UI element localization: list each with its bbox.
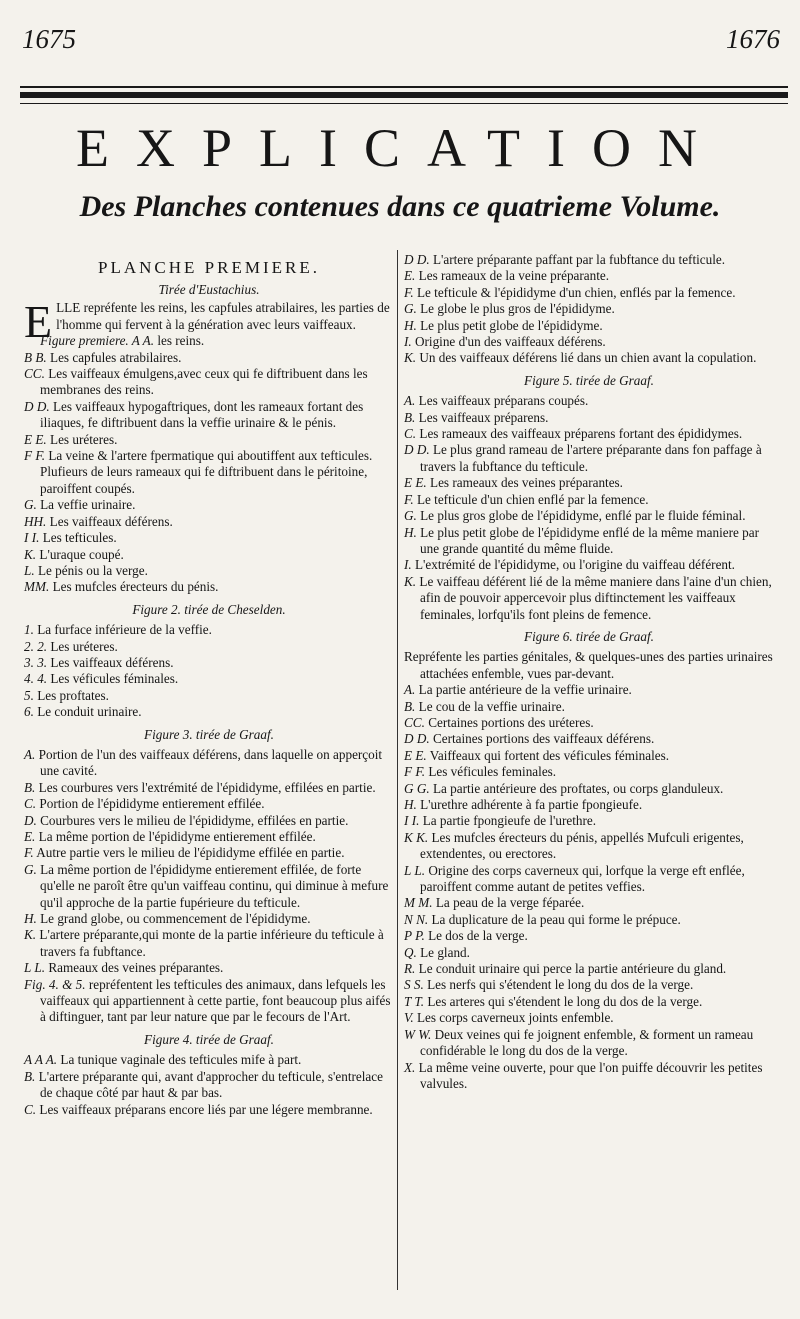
legend-label: 4. 4.	[24, 671, 48, 687]
legend-text: Les vaiffeaux déférens.	[50, 654, 174, 670]
legend-item	[24, 829, 394, 845]
legend-item	[404, 977, 774, 993]
figure-caption-2: Figure 2. tirée de Cheselden.	[132, 601, 286, 617]
legend-item	[24, 350, 394, 366]
page-subtitle: Des Planches contenues dans ce quatrieme Volume.	[79, 190, 721, 223]
legend-item	[404, 318, 774, 334]
legend-item	[24, 813, 394, 829]
legend-label: G.	[24, 861, 37, 877]
legend-label: W W.	[404, 1026, 432, 1042]
legend-label: G.	[24, 497, 37, 513]
legend-list-fig2	[24, 622, 394, 720]
legend-item	[404, 492, 774, 508]
legend-label: D.	[24, 812, 37, 828]
legend-text: La furface inférieure de la veffie.	[37, 622, 212, 638]
legend-text: L'extrémité de l'épididyme, ou l'origine du vaiffeau déférent.	[415, 557, 735, 573]
legend-label: Q.	[404, 944, 417, 960]
legend-label: I I.	[404, 813, 420, 829]
figure-caption-4: Figure 4. tirée de Graaf.	[144, 1031, 274, 1047]
legend-label: 1.	[24, 622, 34, 638]
legend-label: S S.	[404, 977, 424, 993]
legend-text: Les vaiffeaux hypogaftriques, dont les rameaux fortant des iliaques, fe diftribuent dans la veffie urinaire & le pénis.	[40, 398, 364, 431]
legend-text: Le plus petit globe de l'épididyme.	[420, 317, 603, 333]
legend-text: La veine & l'artere fpermatique qui aboutiffent aux tefticules. Plufieurs de leurs rameaux qui fe diftribuent dans le péritoine, paroiffent coupés.	[40, 448, 373, 496]
legend-item	[24, 432, 394, 448]
legend-label: Fig. 4. & 5.	[24, 976, 86, 992]
legend-item	[24, 796, 394, 812]
legend-text: Le globe le plus gros de l'épididyme.	[420, 301, 615, 317]
legend-text: La partie antérieure de la veffie urinaire.	[418, 682, 632, 698]
legend-label: A.	[404, 682, 416, 698]
legend-text: Le plus grand rameau de l'artere préparante dans fon paffage à travers la fubftance du tefticule.	[420, 442, 762, 474]
legend-label: E E.	[24, 431, 47, 447]
legend-label: B.	[404, 409, 416, 425]
legend-item	[24, 862, 394, 911]
legend-text: Les vaiffeaux émulgens,avec ceux qui fe diftribuent dans les membranes des reins.	[40, 366, 368, 398]
legend-text: La partie antérieure des proftates, ou corps glanduleux.	[432, 780, 724, 796]
legend-text: Courbures vers le milieu de l'épididyme, effilées en partie.	[40, 812, 349, 828]
legend-text: La peau de la verge féparée.	[435, 895, 585, 911]
legend-label: A A A.	[24, 1052, 58, 1068]
legend-text: Les rameaux de la veine préparante.	[418, 268, 610, 284]
legend-label: D D.	[404, 252, 430, 267]
legend-label: D D.	[24, 398, 50, 414]
legend-text: Certaines portions des vaiffeaux déférens.	[432, 731, 655, 747]
legend-label: F.	[404, 491, 414, 507]
legend-text: La même portion de l'épididyme entierement effilée.	[38, 829, 316, 844]
legend-label: 6.	[24, 704, 34, 720]
legend-text: Les vaiffeaux préparens.	[418, 409, 549, 425]
legend-text: Les corps caverneux joints enfemble.	[416, 1010, 614, 1026]
page-number-right: 1676	[726, 24, 780, 54]
legend-label: B.	[404, 698, 416, 714]
legend-item	[24, 448, 394, 497]
legend-text: Les rameaux des vaiffeaux préparens fortant des épididymes.	[419, 426, 743, 442]
legend-item	[24, 704, 394, 720]
legend-item	[24, 547, 394, 563]
legend-item	[404, 285, 774, 301]
legend-item	[24, 579, 394, 595]
legend-text: La même portion de l'épididyme entierement effilée, de forte qu'elle ne paroît être qu'un vaiffeau continu, qui diminue à mefure qu'il approche de la partie fupérieure du tefticule.	[40, 861, 389, 910]
legend-item	[24, 977, 394, 1026]
legend-list-fig1	[24, 333, 394, 596]
legend-label: A.	[24, 746, 36, 762]
legend-list-fig5	[404, 393, 774, 623]
legend-text: La même veine ouverte, pour que l'on puiffe découvrir les petites valvules.	[418, 1059, 763, 1091]
legend-label: CC.	[404, 714, 425, 730]
legend-text: La partie fpongieufe de l'urethre.	[422, 813, 597, 829]
plate-heading: PLANCHE PREMIERE.	[98, 258, 320, 277]
legend-label: K.	[404, 350, 417, 366]
legend-label: F F.	[24, 448, 46, 464]
legend-label: F.	[404, 284, 414, 300]
legend-label: I I.	[24, 530, 40, 546]
legend-text: Autre partie vers le milieu de l'épididyme effilée en partie.	[36, 845, 345, 861]
legend-text: Le plus gros globe de l'épididyme, enflé par le fluide féminal.	[420, 508, 746, 524]
legend-text: Les vaiffeaux déférens.	[49, 513, 173, 529]
legend-label: H.	[404, 797, 417, 812]
legend-item	[24, 399, 394, 432]
legend-text: L'uraque coupé.	[39, 546, 124, 562]
legend-item	[404, 393, 774, 409]
legend-text: Le gland.	[420, 944, 470, 960]
legend-item	[404, 252, 774, 268]
legend-label: B.	[24, 1068, 36, 1084]
legend-text: Vaiffeaux qui fortent des véficules féminales.	[429, 747, 670, 763]
legend-item	[24, 688, 394, 704]
legend-text: Les capfules atrabilaires.	[50, 349, 182, 365]
legend-label: E.	[404, 268, 416, 284]
legend-label: M M.	[404, 895, 433, 911]
figure-caption-3: Figure 3. tirée de Graaf.	[144, 726, 274, 742]
legend-item	[404, 525, 774, 558]
figure-caption-6: Figure 6. tirée de Graaf.	[524, 628, 654, 644]
legend-label: D D.	[404, 731, 430, 747]
legend-text: Les vaiffeaux préparans encore liés par une légere membranne.	[39, 1101, 373, 1117]
legend-text: Origine d'un des vaiffeaux déférens.	[415, 334, 606, 350]
legend-text: Les rameaux des veines préparantes.	[430, 475, 623, 491]
legend-label: I.	[404, 557, 412, 573]
legend-item	[24, 563, 394, 579]
legend-text: L'artere préparante,qui monte de la partie inférieure du tefticule à travers fa fubftance.	[39, 927, 384, 959]
legend-item	[404, 334, 774, 350]
legend-label: N N.	[404, 911, 429, 927]
legend-item	[404, 268, 774, 284]
legend-text: Le pénis ou la verge.	[37, 562, 148, 578]
header-rule-hairline	[20, 103, 788, 104]
legend-item	[404, 301, 774, 317]
legend-label: A.	[404, 393, 416, 409]
legend-item	[404, 797, 774, 813]
legend-item	[404, 928, 774, 944]
legend-item	[404, 699, 774, 715]
legend-label: C.	[24, 796, 37, 812]
legend-label: L.	[24, 562, 35, 578]
legend-label: MM.	[24, 579, 50, 595]
legend-item	[404, 557, 774, 573]
legend-item	[404, 748, 774, 764]
legend-label: 5.	[24, 687, 34, 703]
figure-caption-5: Figure 5. tirée de Graaf.	[524, 372, 654, 388]
legend-item	[404, 895, 774, 911]
legend-item	[24, 333, 394, 349]
legend-label: F F.	[404, 764, 426, 780]
legend-label: 2. 2.	[24, 638, 48, 654]
legend-label: L L.	[404, 862, 426, 878]
legend-label: C.	[24, 1101, 37, 1117]
legend-label: K.	[404, 573, 417, 589]
legend-text: les reins.	[157, 333, 205, 349]
legend-item	[24, 911, 394, 927]
legend-item	[24, 845, 394, 861]
legend-text: Le vaiffeau déférent lié de la même maniere dans l'aine d'un chien, afin de pouvoir appercevoir plus diftinctement les vaiffeaux feminales, lorfqu'ils font pleins de femence.	[419, 573, 772, 622]
legend-item	[404, 426, 774, 442]
legend-text: Le dos de la verge.	[428, 928, 528, 944]
legend-text: Les nerfs qui s'étendent le long du dos de la verge.	[427, 977, 694, 993]
legend-text: Les uréteres.	[50, 638, 118, 654]
legend-list-fig4	[24, 1052, 394, 1118]
legend-item	[404, 813, 774, 829]
legend-text: Certaines portions des uréteres.	[428, 714, 594, 730]
legend-label: V.	[404, 1010, 414, 1026]
legend-label: CC.	[24, 366, 45, 382]
legend-item	[24, 1052, 394, 1068]
legend-item	[24, 366, 394, 399]
legend-text: Les arteres qui s'étendent le long du dos de la verge.	[427, 993, 703, 1009]
legend-text: L'urethre adhérente à fa partie fpongieufe.	[420, 797, 643, 812]
legend-text: Les uréteres.	[50, 431, 118, 447]
legend-label: T T.	[404, 993, 425, 1009]
legend-item	[24, 497, 394, 513]
header-rule-thin	[20, 86, 788, 88]
legend-label: H.	[404, 524, 417, 540]
legend-text: Le grand globe, ou commencement de l'épididyme.	[40, 911, 311, 927]
legend-text: La veffie urinaire.	[40, 497, 136, 513]
legend-text: Les tefticules.	[42, 530, 117, 546]
legend-item	[404, 682, 774, 698]
legend-label: K.	[24, 927, 37, 943]
legend-text: Deux veines qui fe joignent enfemble, & forment un rameau confidérable le long du dos de la verge.	[420, 1026, 754, 1059]
legend-text: La tunique vaginale des tefticules mife à part.	[60, 1052, 302, 1068]
legend-text: Les mufcles érecteurs du pénis.	[52, 579, 219, 595]
drop-cap: E	[24, 296, 53, 348]
legend-label: G.	[404, 301, 417, 317]
legend-label: H.	[24, 911, 37, 927]
legend-label: G.	[404, 508, 417, 524]
legend-label: I.	[404, 334, 412, 350]
legend-item	[404, 830, 774, 863]
legend-text: Les vaiffeaux préparans coupés.	[418, 393, 589, 409]
legend-text: Les proftates.	[37, 687, 109, 703]
legend-label: R.	[404, 961, 416, 977]
legend-item	[24, 514, 394, 530]
legend-label: D D.	[404, 442, 430, 458]
legend-label: HH.	[24, 513, 47, 529]
legend-text: Le tefticule & l'épididyme d'un chien, enflés par la femence.	[416, 284, 736, 300]
legend-item	[24, 747, 394, 780]
legend-item	[404, 781, 774, 797]
legend-text: Portion de l'un des vaiffeaux déférens, dans laquelle on apperçoit une cavité.	[38, 746, 383, 779]
legend-text: Le conduit urinaire.	[37, 704, 142, 720]
legend-text: Le cou de la veffie urinaire.	[418, 698, 565, 714]
legend-label: E E.	[404, 475, 427, 491]
legend-label: B.	[24, 779, 36, 795]
figure-6-intro: Repréfente les parties génitales, & quelques-unes des parties urinaires attachées enfemble, vues par-devant.	[404, 649, 773, 681]
legend-item	[24, 780, 394, 796]
legend-label: B B.	[24, 349, 47, 365]
legend-item	[404, 508, 774, 524]
legend-item	[24, 1069, 394, 1102]
legend-label: E.	[24, 829, 36, 844]
legend-label: K.	[24, 546, 37, 562]
legend-label: H.	[404, 317, 417, 333]
legend-label: L L.	[24, 960, 46, 976]
legend-item	[404, 442, 774, 475]
legend-text: Le tefticule d'un chien enflé par la femence.	[416, 491, 649, 507]
header-rule-thick	[20, 92, 788, 98]
left-column	[24, 252, 394, 1118]
legend-text: Les véficules feminales.	[428, 764, 557, 780]
legend-item	[24, 639, 394, 655]
legend-label: P P.	[404, 928, 425, 944]
legend-text: Les mufcles érecteurs du pénis, appellés Mufculi erigentes, extendentes, ou erectores.	[420, 829, 744, 862]
legend-list-fig4-cont	[404, 252, 774, 367]
legend-text: Les véficules féminales.	[50, 671, 179, 687]
legend-item	[404, 731, 774, 747]
legend-text: La duplicature de la peau qui forme le prépuce.	[431, 911, 681, 927]
legend-text: Origine des corps caverneux qui, lorfque la verge eft enflée, paroiffent comme autant de petites veffies.	[420, 862, 745, 895]
legend-text: Un des vaiffeaux déférens lié dans un chien avant la copulation.	[419, 350, 757, 366]
legend-item	[404, 1027, 774, 1060]
legend-label: X.	[404, 1059, 416, 1075]
page-title: EXPLICATION	[76, 118, 724, 178]
legend-list-fig6	[404, 682, 774, 1092]
legend-item	[404, 410, 774, 426]
legend-item	[24, 671, 394, 687]
page-number-left: 1675	[22, 24, 76, 54]
legend-item	[24, 655, 394, 671]
legend-label: 3. 3.	[24, 654, 48, 670]
legend-item	[404, 715, 774, 731]
legend-label: F.	[24, 845, 34, 861]
legend-list-fig3	[24, 747, 394, 1026]
legend-item	[24, 530, 394, 546]
legend-item	[24, 622, 394, 638]
legend-item	[404, 945, 774, 961]
legend-item	[404, 961, 774, 977]
legend-item	[24, 1102, 394, 1118]
legend-text: Le plus petit globe de l'épididyme enflé de la même maniere par une grande quantité du même fluide.	[420, 524, 760, 556]
intro-text: LLE repréfente les reins, les capfules atrabilaires, les parties de l'homme qui fervent à la génération avec leurs vaiffeaux.	[56, 300, 390, 332]
right-column	[404, 252, 774, 1092]
legend-item	[24, 927, 394, 960]
legend-text: Rameaux des veines préparantes.	[48, 960, 224, 976]
legend-item	[404, 574, 774, 623]
legend-item	[24, 960, 394, 976]
column-divider	[397, 250, 398, 1290]
legend-label: C.	[404, 426, 417, 442]
legend-text: Le conduit urinaire qui perce la partie antérieure du gland.	[418, 961, 727, 977]
legend-text: Portion de l'épididyme entierement effilée.	[39, 796, 265, 812]
legend-label: K K.	[404, 829, 429, 845]
legend-text: Les courbures vers l'extrémité de l'épididyme, effilées en partie.	[38, 779, 376, 795]
legend-item	[404, 764, 774, 780]
legend-label: G G.	[404, 780, 430, 796]
legend-item	[404, 350, 774, 366]
legend-item	[404, 475, 774, 491]
legend-label: Figure premiere. A A.	[40, 333, 155, 349]
legend-text: L'artere préparante paffant par la fubftance du tefticule.	[432, 252, 726, 267]
legend-item	[404, 912, 774, 928]
legend-item	[404, 863, 774, 896]
legend-text: L'artere préparante qui, avant d'approcher du tefticule, s'entrelace de chaque côté par haut & par bas.	[38, 1068, 383, 1101]
legend-item	[404, 1010, 774, 1026]
source-caption: Tirée d'Eustachius.	[158, 282, 260, 297]
legend-label: E E.	[404, 747, 427, 763]
legend-item	[404, 1060, 774, 1093]
legend-item	[404, 994, 774, 1010]
legend-text: repréfentent les tefticules des animaux, dans lefquels les vaiffeaux qui appartiennent à cette partie, font beaucoup plus aifés à diftinguer, tant par leur nature que par le fecours de l'Art.	[40, 976, 391, 1025]
